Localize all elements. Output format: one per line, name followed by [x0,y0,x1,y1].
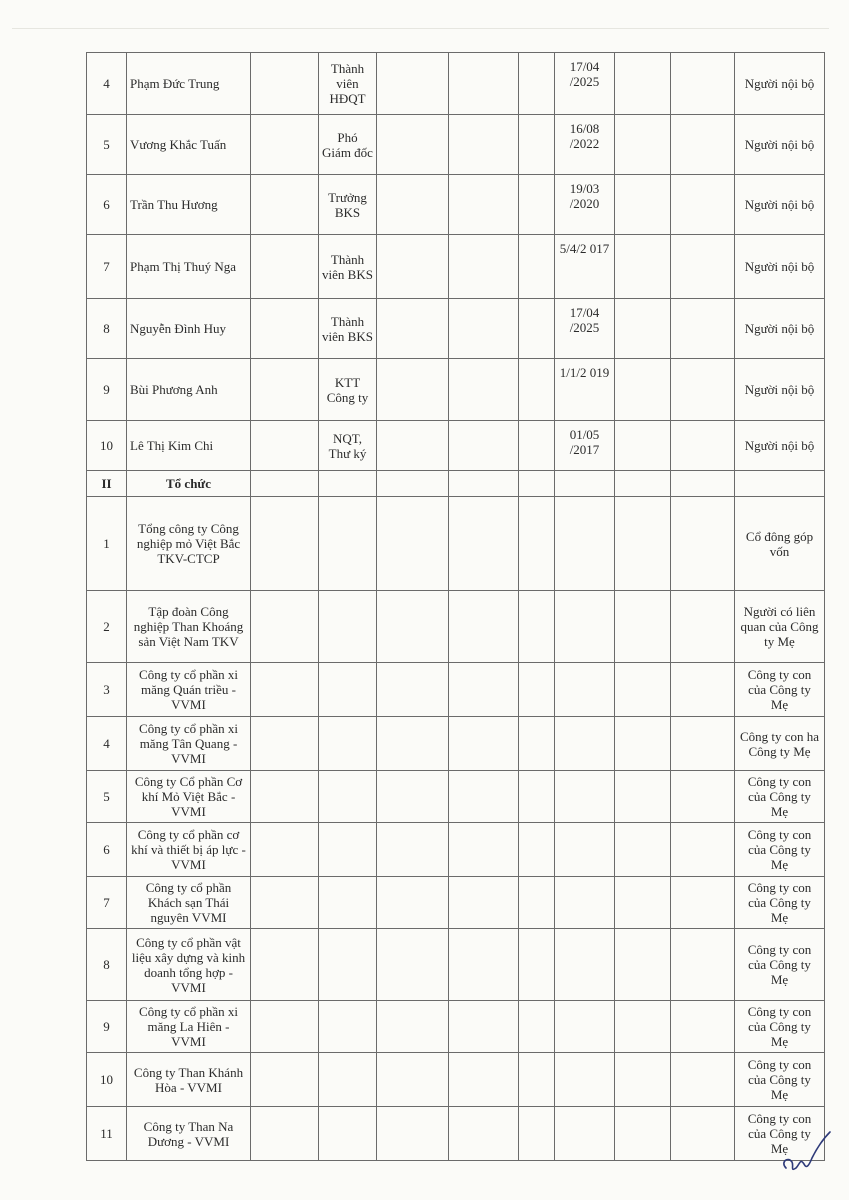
empty-cell [377,771,449,823]
person-name: Bùi Phương Anh [127,359,251,421]
relationship: Công ty con của Công ty Mẹ [735,823,825,877]
table-row [87,1107,825,1161]
organization-name: Công ty cổ phần cơ khí và thiết bị áp lực - VVMI [127,823,251,877]
empty-cell [319,929,377,1001]
empty-cell [319,771,377,823]
relationship: Công ty con của Công ty Mẹ [735,1001,825,1053]
row-number: 7 [87,877,127,929]
empty-cell [519,591,555,663]
empty-cell [449,53,519,115]
empty-cell [377,717,449,771]
relationship: Người nội bộ [735,115,825,175]
scan-edge-line [12,28,829,29]
empty-cell [615,1107,671,1161]
empty-cell [319,717,377,771]
empty-cell [615,771,671,823]
empty-cell [251,877,319,929]
empty-cell [251,663,319,717]
empty-cell [615,1053,671,1107]
empty-cell [671,359,735,421]
relationship: Công ty con của Công ty Mẹ [735,877,825,929]
empty-cell [671,175,735,235]
empty-cell [671,1053,735,1107]
empty-cell [519,299,555,359]
empty-cell [377,235,449,299]
person-position: KTT Công ty [319,359,377,421]
relationship: Công ty con ha Công ty Mẹ [735,717,825,771]
empty-cell [671,1001,735,1053]
organization-name: Công ty cổ phần vật liệu xây dựng và kinh doanh tổng hợp - VVMI [127,929,251,1001]
row-number: 2 [87,591,127,663]
empty-cell [449,663,519,717]
table-row [87,929,825,1001]
row-number: 3 [87,663,127,717]
empty-cell [615,877,671,929]
empty-cell [251,771,319,823]
empty-cell [519,877,555,929]
empty-cell [251,591,319,663]
empty-cell [377,1001,449,1053]
empty-cell [251,115,319,175]
empty-cell [319,1001,377,1053]
empty-cell [555,929,615,1001]
relationship: Công ty con của Công ty Mẹ [735,771,825,823]
row-number: 8 [87,929,127,1001]
table-row [87,591,825,663]
table-row [87,299,825,359]
empty-cell [251,717,319,771]
person-name: Trần Thu Hương [127,175,251,235]
empty-cell [519,421,555,471]
empty-cell [519,497,555,591]
person-name: Phạm Thị Thuý Nga [127,235,251,299]
empty-cell [615,421,671,471]
empty-cell [449,877,519,929]
empty-cell [519,235,555,299]
empty-cell [377,175,449,235]
empty-cell [671,421,735,471]
empty-cell [671,663,735,717]
relationship: Người nội bộ [735,175,825,235]
empty-cell [319,471,377,497]
relationship: Người nội bộ [735,235,825,299]
person-name: Phạm Đức Trung [127,53,251,115]
person-position: Thành viên BKS [319,299,377,359]
empty-cell [319,877,377,929]
person-position: Trưởng BKS [319,175,377,235]
empty-cell [555,1107,615,1161]
empty-cell [449,717,519,771]
empty-cell [377,929,449,1001]
table-row [87,497,825,591]
empty-cell [519,471,555,497]
empty-cell [251,1001,319,1053]
start-date: 01/05 /2017 [555,421,615,471]
table-row [87,1053,825,1107]
empty-cell [377,115,449,175]
organization-name: Công ty cổ phần xi măng Tân Quang - VVMI [127,717,251,771]
person-position: Thành viên HĐQT [319,53,377,115]
relationship: Cổ đông góp vốn [735,497,825,591]
relationship: Công ty con của Công ty Mẹ [735,663,825,717]
empty-cell [519,1001,555,1053]
organization-name: Công ty Cổ phần Cơ khí Mỏ Việt Bắc - VVMI [127,771,251,823]
empty-cell [519,175,555,235]
empty-cell [671,471,735,497]
empty-cell [615,823,671,877]
row-number: 10 [87,421,127,471]
table-row [87,717,825,771]
empty-cell [377,421,449,471]
organization-name: Tập đoàn Công nghiệp Than Khoáng sản Việt Nam TKV [127,591,251,663]
person-position: Phó Giám đốc [319,115,377,175]
organization-name: Công ty cổ phần xi măng La Hiên - VVMI [127,1001,251,1053]
related-persons-table [86,52,825,1161]
start-date: 5/4/2 017 [555,235,615,299]
empty-cell [251,421,319,471]
empty-cell [319,1107,377,1161]
empty-cell [251,235,319,299]
empty-cell [671,299,735,359]
empty-cell [671,115,735,175]
person-position: Thành viên BKS [319,235,377,299]
relationship: Công ty con của Công ty Mẹ [735,1053,825,1107]
empty-cell [555,717,615,771]
row-number: 7 [87,235,127,299]
empty-cell [377,591,449,663]
empty-cell [615,53,671,115]
empty-cell [377,497,449,591]
empty-cell [377,471,449,497]
empty-cell [615,929,671,1001]
row-number: 5 [87,771,127,823]
row-number: 6 [87,175,127,235]
empty-cell [251,1107,319,1161]
empty-cell [251,1053,319,1107]
empty-cell [449,115,519,175]
empty-cell [519,771,555,823]
empty-cell [449,591,519,663]
empty-cell [519,929,555,1001]
empty-cell [251,175,319,235]
relationship: Người nội bộ [735,53,825,115]
person-position: NQT, Thư ký [319,421,377,471]
empty-cell [519,823,555,877]
empty-cell [377,359,449,421]
empty-cell [519,53,555,115]
table-row [87,1001,825,1053]
empty-cell [251,929,319,1001]
organization-name: Công ty cổ phần Khách sạn Thái nguyên VVMI [127,877,251,929]
empty-cell [519,115,555,175]
empty-cell [519,1053,555,1107]
row-number: 1 [87,497,127,591]
empty-cell [555,877,615,929]
empty-cell [615,235,671,299]
empty-cell [671,1107,735,1161]
empty-cell [251,823,319,877]
row-number: 9 [87,1001,127,1053]
empty-cell [449,299,519,359]
person-name: Lê Thị Kim Chi [127,421,251,471]
start-date: 16/08 /2022 [555,115,615,175]
table-row [87,877,825,929]
row-number: 10 [87,1053,127,1107]
empty-cell [319,1053,377,1107]
empty-cell [615,591,671,663]
empty-cell [449,1001,519,1053]
row-number: 5 [87,115,127,175]
empty-cell [377,1053,449,1107]
row-number: 6 [87,823,127,877]
empty-cell [555,497,615,591]
table-row [87,663,825,717]
relationship: Người nội bộ [735,359,825,421]
empty-cell [615,1001,671,1053]
relationship: Người có liên quan của Công ty Mẹ [735,591,825,663]
row-number: 4 [87,717,127,771]
empty-cell [555,663,615,717]
start-date: 17/04 /2025 [555,299,615,359]
empty-cell [671,771,735,823]
table-body [87,53,825,1161]
section-number: II [87,471,127,497]
empty-cell [671,877,735,929]
empty-cell [735,471,825,497]
empty-cell [671,717,735,771]
empty-cell [377,299,449,359]
empty-cell [615,471,671,497]
empty-cell [555,1053,615,1107]
empty-cell [251,53,319,115]
empty-cell [449,175,519,235]
empty-cell [519,663,555,717]
start-date: 17/04 /2025 [555,53,615,115]
empty-cell [555,771,615,823]
empty-cell [319,823,377,877]
empty-cell [671,53,735,115]
empty-cell [615,299,671,359]
empty-cell [449,1107,519,1161]
empty-cell [671,591,735,663]
empty-cell [671,235,735,299]
empty-cell [519,359,555,421]
empty-cell [377,53,449,115]
empty-cell [449,421,519,471]
empty-cell [449,235,519,299]
start-date: 19/03 /2020 [555,175,615,235]
relationship: Người nội bộ [735,299,825,359]
empty-cell [449,771,519,823]
empty-cell [377,663,449,717]
handwritten-signature [778,1128,834,1182]
relationship: Công ty con của Công ty Mẹ [735,1107,825,1161]
empty-cell [449,1053,519,1107]
table-row [87,53,825,115]
empty-cell [615,115,671,175]
table-row [87,771,825,823]
empty-cell [555,591,615,663]
relationship: Người nội bộ [735,421,825,471]
table-row [87,115,825,175]
section-title: Tổ chức [127,471,251,497]
row-number: 11 [87,1107,127,1161]
start-date: 1/1/2 019 [555,359,615,421]
empty-cell [615,717,671,771]
empty-cell [519,1107,555,1161]
empty-cell [615,497,671,591]
empty-cell [251,359,319,421]
row-number: 4 [87,53,127,115]
empty-cell [251,497,319,591]
empty-cell [319,497,377,591]
table-row [87,175,825,235]
empty-cell [555,471,615,497]
empty-cell [555,823,615,877]
empty-cell [377,877,449,929]
section-header-row [87,471,825,497]
empty-cell [671,929,735,1001]
row-number: 9 [87,359,127,421]
empty-cell [449,823,519,877]
empty-cell [615,175,671,235]
person-name: Vương Khắc Tuấn [127,115,251,175]
person-name: Nguyễn Đình Huy [127,299,251,359]
empty-cell [319,663,377,717]
organization-name: Tổng công ty Công nghiệp mỏ Việt Bắc TKV-CTCP [127,497,251,591]
empty-cell [615,663,671,717]
empty-cell [519,717,555,771]
table-row [87,823,825,877]
empty-cell [615,359,671,421]
empty-cell [251,471,319,497]
empty-cell [671,497,735,591]
relationship: Công ty con của Công ty Mẹ [735,929,825,1001]
empty-cell [671,823,735,877]
table-row [87,359,825,421]
table-row [87,235,825,299]
organization-name: Công ty Than Khánh Hòa - VVMI [127,1053,251,1107]
table-row [87,421,825,471]
organization-name: Công ty cổ phần xi măng Quán triều - VVMI [127,663,251,717]
row-number: 8 [87,299,127,359]
organization-name: Công ty Than Na Dương - VVMI [127,1107,251,1161]
empty-cell [377,1107,449,1161]
empty-cell [251,299,319,359]
empty-cell [555,1001,615,1053]
empty-cell [449,929,519,1001]
empty-cell [449,359,519,421]
empty-cell [449,497,519,591]
empty-cell [377,823,449,877]
empty-cell [319,591,377,663]
empty-cell [449,471,519,497]
